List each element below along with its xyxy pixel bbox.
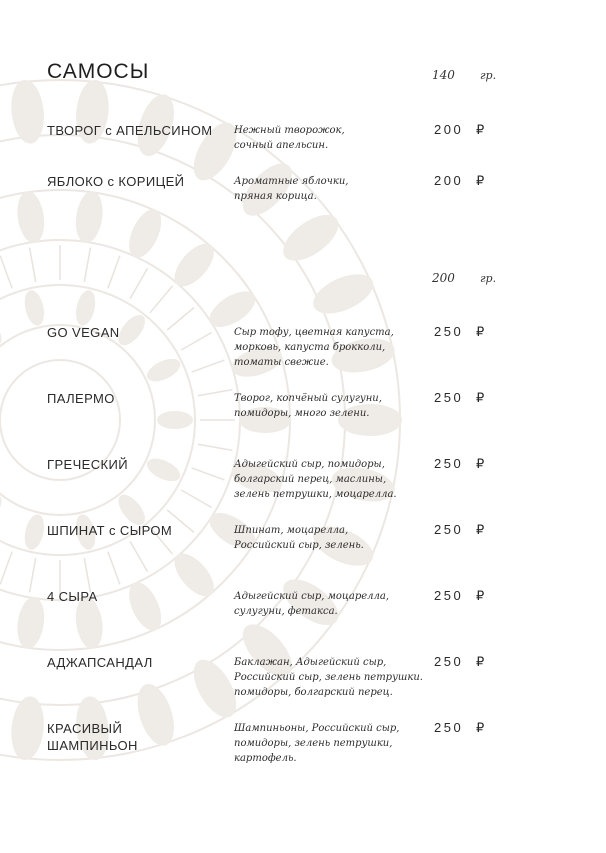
portion-weight-value: 200 [432, 271, 455, 285]
item-name: GO VEGAN [47, 325, 120, 340]
item-description: Баклажан, Адыгейский сыр, Российский сыр, зелень петрушки. помидоры, болгарский перец. [234, 657, 423, 698]
currency-symbol: ₽ [476, 588, 485, 603]
item-description: Адыгейский сыр, помидоры, болгарский перец, маслины, зелень петрушки, моцарелла. [234, 459, 397, 500]
menu-item [0, 456, 606, 516]
item-name: ГРЕЧЕСКИЙ [47, 457, 128, 472]
section-title: САМОСЫ [47, 60, 150, 83]
item-name: АДЖАПСАНДАЛ [47, 655, 153, 670]
item-price: 200 [434, 173, 464, 188]
currency-symbol: ₽ [476, 456, 485, 471]
item-price: 250 [434, 522, 464, 537]
item-description: Шпинат, моцарелла, Российский сыр, зелень. [234, 525, 364, 551]
item-name: 4 СЫРА [47, 589, 98, 604]
item-description: Ароматные яблочки, пряная корица. [234, 176, 349, 202]
portion-weight-value: 140 [432, 68, 455, 82]
item-description: Адыгейский сыр, моцарелла, сулугуни, фетакса. [234, 591, 390, 617]
item-description: Нежный творожок, сочный апельсин. [234, 125, 345, 151]
menu-item [0, 522, 606, 582]
item-price: 250 [434, 588, 464, 603]
currency-symbol: ₽ [476, 173, 485, 188]
item-name: ЯБЛОКО с КОРИЦЕЙ [47, 174, 185, 189]
currency-symbol: ₽ [476, 122, 485, 137]
currency-symbol: ₽ [476, 324, 485, 339]
menu-item [0, 390, 606, 450]
item-name: ТВОРОГ с АПЕЛЬСИНОМ [47, 123, 213, 138]
portion-weight-unit: гр. [480, 272, 497, 285]
item-description: Творог, копчёный сулугуни, помидоры, много зелени. [234, 393, 382, 419]
item-price: 250 [434, 654, 464, 669]
menu-item [0, 588, 606, 648]
item-price: 200 [434, 122, 464, 137]
currency-symbol: ₽ [476, 720, 485, 735]
currency-symbol: ₽ [476, 390, 485, 405]
item-name: ПАЛЕРМО [47, 391, 115, 406]
item-price: 250 [434, 324, 464, 339]
item-name: КРАСИВЫЙ ШАМПИНЬОН [47, 721, 138, 753]
portion-weight-unit: гр. [480, 69, 497, 82]
item-price: 250 [434, 720, 464, 735]
item-description: Шампиньоны, Российский сыр, помидоры, зелень петрушки, картофель. [234, 723, 400, 764]
menu-item [0, 654, 606, 714]
menu-item [0, 324, 606, 384]
item-price: 250 [434, 456, 464, 471]
currency-symbol: ₽ [476, 522, 485, 537]
item-description: Сыр тофу, цветная капуста, морковь, капуста брокколи, томаты свежие. [234, 327, 394, 368]
menu-item [0, 173, 606, 233]
menu-item [0, 720, 606, 780]
currency-symbol: ₽ [476, 654, 485, 669]
item-price: 250 [434, 390, 464, 405]
item-name: ШПИНАТ с СЫРОМ [47, 523, 173, 538]
